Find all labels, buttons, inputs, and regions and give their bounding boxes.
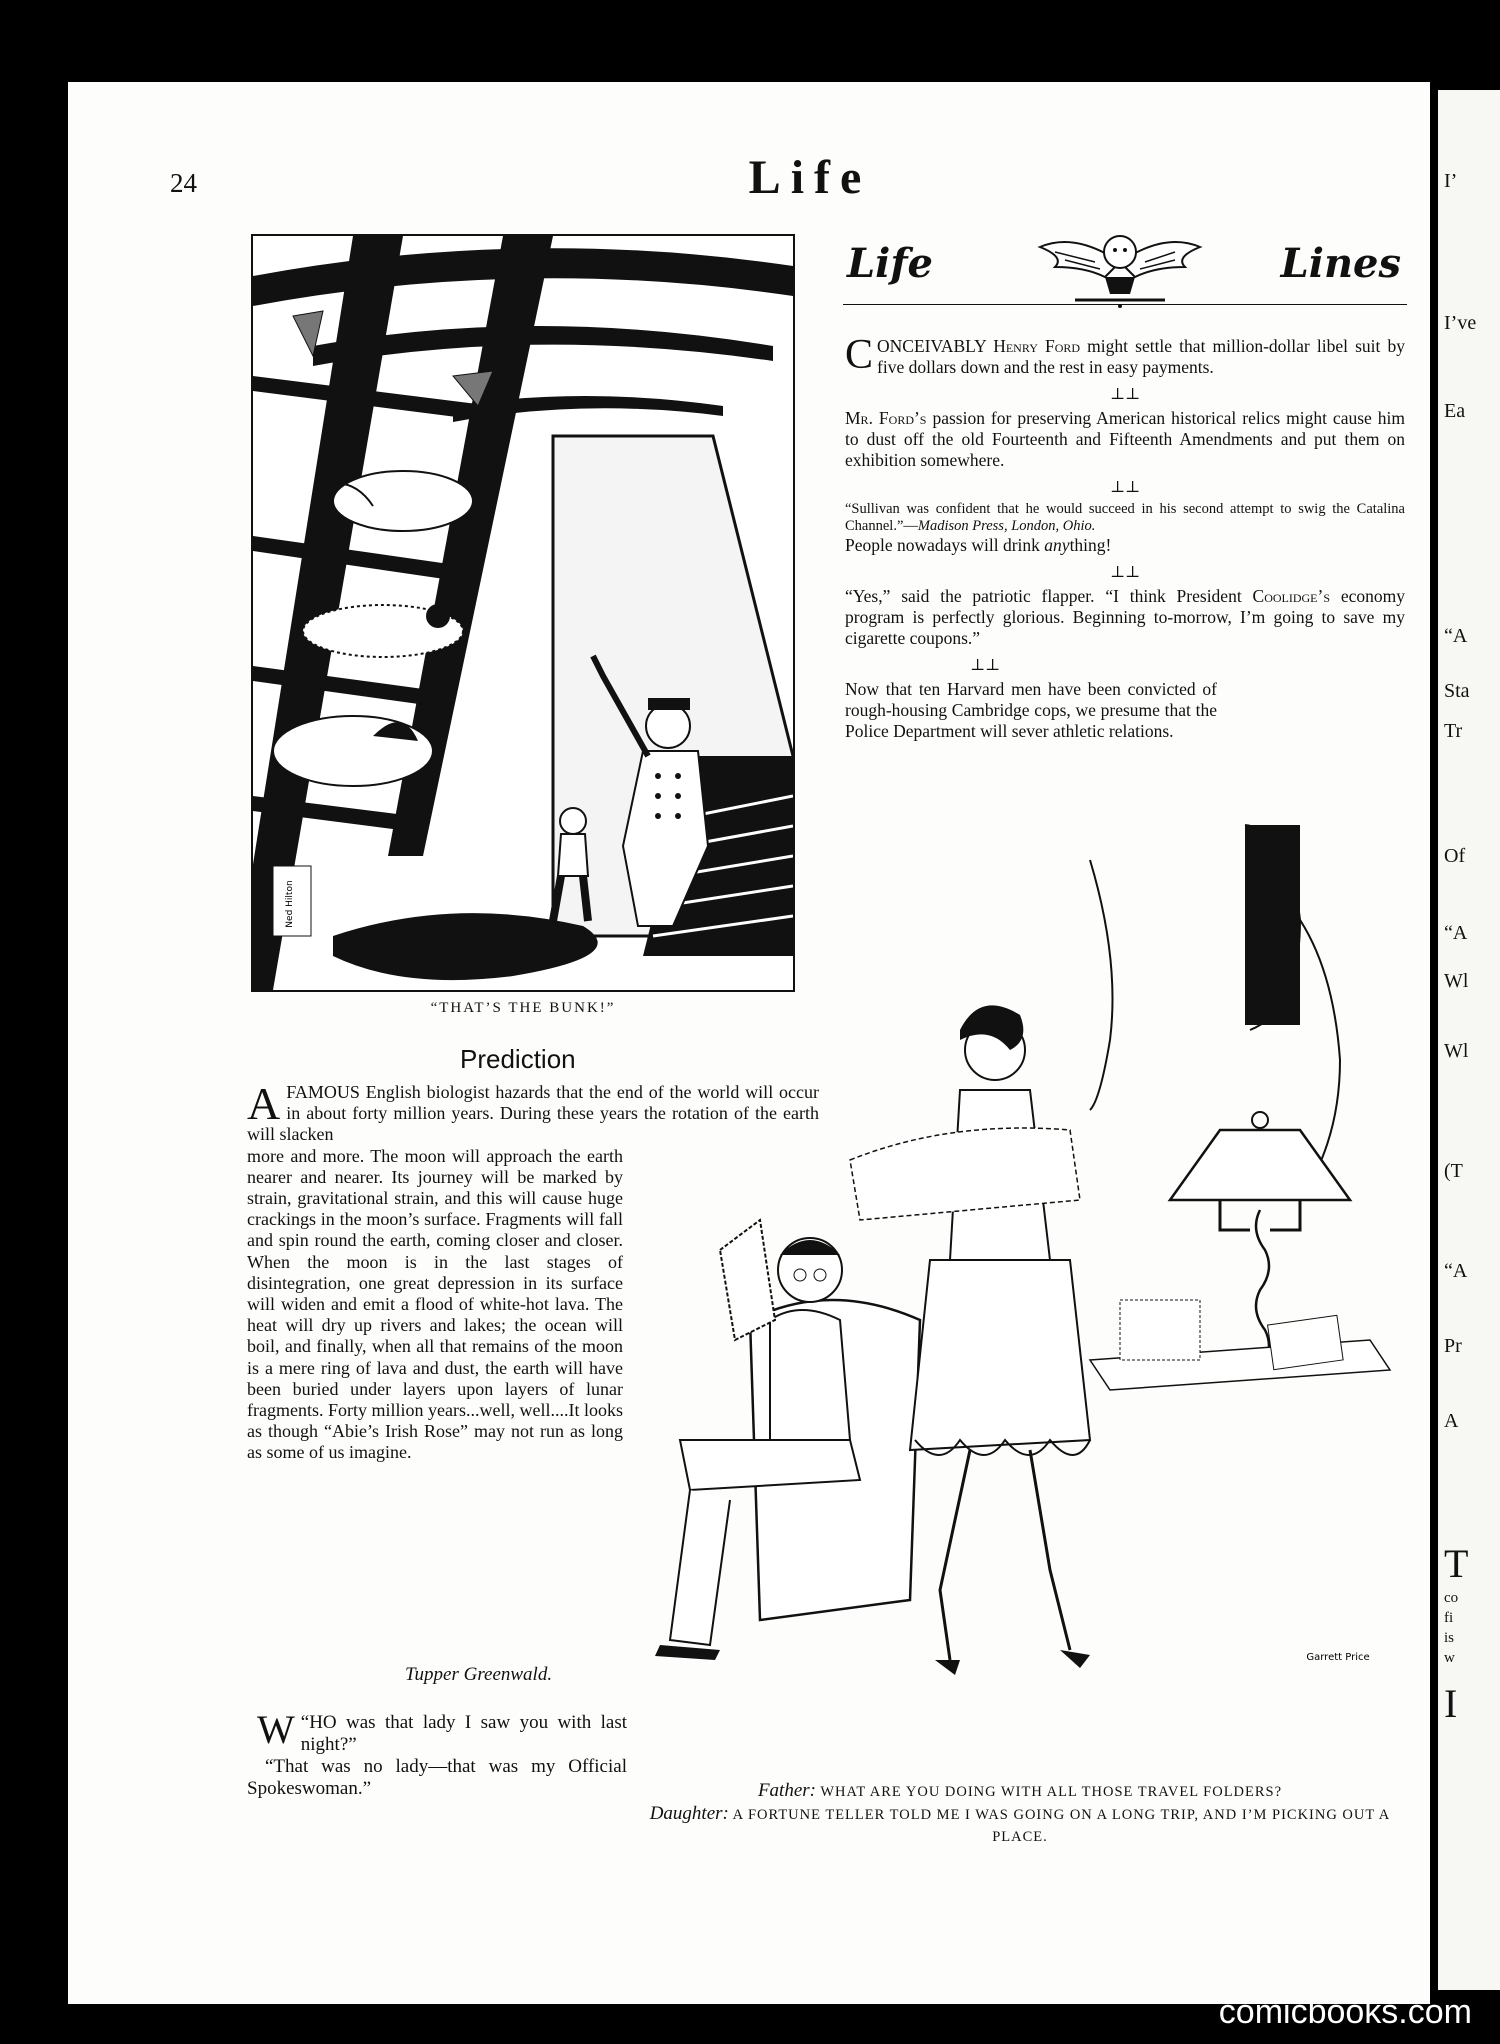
adjacent-page-fragment: Of [1444, 845, 1466, 867]
cartoon-signature: Garrett Price [1306, 1652, 1370, 1663]
prediction-byline: Tupper Greenwald. [405, 1664, 553, 1685]
life-lines-column [845, 332, 1405, 742]
travel-folders-cartoon [650, 800, 1410, 1710]
travel-folders-caption [640, 1780, 1400, 1848]
joke-quote-mark: “ [300, 1712, 310, 1733]
quote-source: Madison Press, London, Ohio. [917, 518, 1096, 534]
life-lines-rule [843, 304, 1407, 305]
item-text: might settle that million-dollar libel suit by five dollars down and the rest in easy payments. [877, 336, 1405, 377]
item-separator [845, 477, 1405, 497]
adjacent-page-strip [1438, 90, 1500, 1990]
masthead-title: Life [748, 151, 872, 204]
adjacent-page-fragment: T [1444, 1541, 1469, 1586]
bunk-cartoon-caption: “THAT’S THE BUNK!” [430, 1000, 616, 1016]
adjacent-page-fragment: is [1444, 1630, 1455, 1646]
adjacent-page-fragment: w [1444, 1650, 1455, 1666]
separator-icon: ⊥⊥ [1109, 564, 1141, 581]
site-watermark: comicbooks.com [1218, 1993, 1472, 2031]
adjacent-page-fragment: Wl [1444, 1040, 1469, 1062]
separator-icon: ⊥⊥ [1109, 386, 1141, 403]
adjacent-page-fragment: “A [1444, 625, 1468, 647]
winged-cherub-icon [1035, 222, 1205, 312]
quote-text: “Sullivan was confident that he would succeed in his second attempt to swig the Catalina Channel.”— [845, 501, 1405, 534]
item-separator [845, 384, 1405, 404]
prediction-title: Prediction [460, 1044, 576, 1074]
adjacent-page-fragment: fi [1444, 1610, 1454, 1626]
drop-cap: C [845, 332, 874, 378]
item-name: Henry Ford [993, 336, 1081, 356]
life-lines-item: Now that ten Harvard men have been convicted of rough-housing Cambridge cops, we presume that the Police Department will sever athletic relations. [845, 679, 1217, 741]
life-lines-item [845, 332, 1405, 378]
life-lines-item [845, 535, 1405, 556]
item-text: economy program is perfectly glorious. Beginning to-morrow, I’m going to save my cigarette coupons.” [845, 586, 1405, 648]
life-lines-item [845, 586, 1405, 649]
adjacent-page-fragment: A [1444, 1410, 1459, 1432]
adjacent-page-fragment: “A [1444, 922, 1468, 944]
caption-text: WHAT ARE YOU DOING WITH ALL THOSE TRAVEL FOLDERS? [815, 1784, 1283, 1800]
spokeswoman-joke [247, 1707, 627, 1800]
adjacent-page-fragment: “A [1444, 1260, 1468, 1282]
item-text: thing! [1069, 535, 1112, 555]
separator-icon: ⊥⊥ [970, 657, 1001, 674]
page-number: 24 [170, 168, 197, 198]
prediction-body: more and more. The moon will approach the earth nearer and nearer. Its journey will be marked by strain, gravitational strain, and this will cause huge crackings in the moon’s surface. Fragments will fall and spin round the earth, coming closer and closer. When the moon is in the last stages of disintegration, one great depression in its surface will widen and emit a flood of white-hot lava. The heat will dry up rivers and lakes; the ocean will boil, and finally, when all that remains of the moon is a mere ring of lava and dust, the earth will have been buried under layers upon layers of lunar fragments. Forty million years...well, well....It looks as though “Abie’s Irish Rose” may not run as long as some of us imagine. [247, 1145, 623, 1463]
caption-speaker: Father: [757, 1780, 816, 1801]
life-lines-title-right: Lines [1280, 240, 1401, 287]
drop-cap: W [257, 1707, 295, 1752]
item-text: “Yes,” said the patriotic flapper. “I think President [845, 586, 1253, 606]
item-name: Coolidge’s [1252, 586, 1331, 606]
caption-father-line [640, 1780, 1400, 1803]
adjacent-page-fragment: (T [1444, 1160, 1463, 1182]
adjacent-page-fragment: Sta [1444, 680, 1470, 702]
life-lines-item [845, 408, 1405, 471]
prediction-lead-text: FAMOUS English biologist hazards that the end of the world will occur in about forty million years. During these years the rotation of the earth will slacken [247, 1082, 819, 1145]
adjacent-page-fragment: Pr [1444, 1335, 1462, 1357]
adjacent-page-fragment: I’ [1444, 170, 1458, 192]
item-emphasis: any [1044, 535, 1070, 555]
item-separator [845, 655, 1405, 675]
life-lines-header [835, 222, 1407, 314]
adjacent-page-fragment: I [1444, 1681, 1458, 1726]
joke-line: “That was no lady—that was my Official Spokeswoman.” [247, 1756, 627, 1799]
item-text: People nowadays will drink [845, 535, 1045, 555]
life-lines-title-left: Life [847, 240, 933, 287]
caption-text: A FORTUNE TELLER TOLD ME I WAS GOING ON A LONG TRIP, AND I’M PICKING OUT A PLACE. [728, 1807, 1391, 1845]
drop-cap: A [247, 1078, 281, 1129]
adjacent-page-fragment: Tr [1444, 720, 1463, 742]
separator-icon: ⊥⊥ [1109, 479, 1141, 496]
item-text: ONCEIVABLY [877, 336, 994, 356]
cartoon-signature: Ned Hilton [285, 880, 295, 928]
caption-daughter-line [640, 1803, 1400, 1848]
caption-speaker: Daughter: [649, 1803, 729, 1824]
item-name: Mr. Ford’s [845, 408, 927, 428]
adjacent-page-fragment: Wl [1444, 970, 1469, 992]
adjacent-page-fragment: Ea [1444, 400, 1466, 422]
life-lines-quote [845, 501, 1405, 535]
joke-line [247, 1707, 627, 1756]
item-text: passion for preserving American historical relics might cause him to dust off the old Fourteenth and Fifteenth Amendments and put them on exhibition somewhere. [845, 408, 1405, 470]
joke-text: HO was that lady I saw you with last night?” [300, 1712, 627, 1755]
adjacent-page-fragment: co [1444, 1590, 1459, 1606]
adjacent-page-fragment: I’ve [1444, 312, 1477, 334]
item-separator [845, 562, 1405, 582]
